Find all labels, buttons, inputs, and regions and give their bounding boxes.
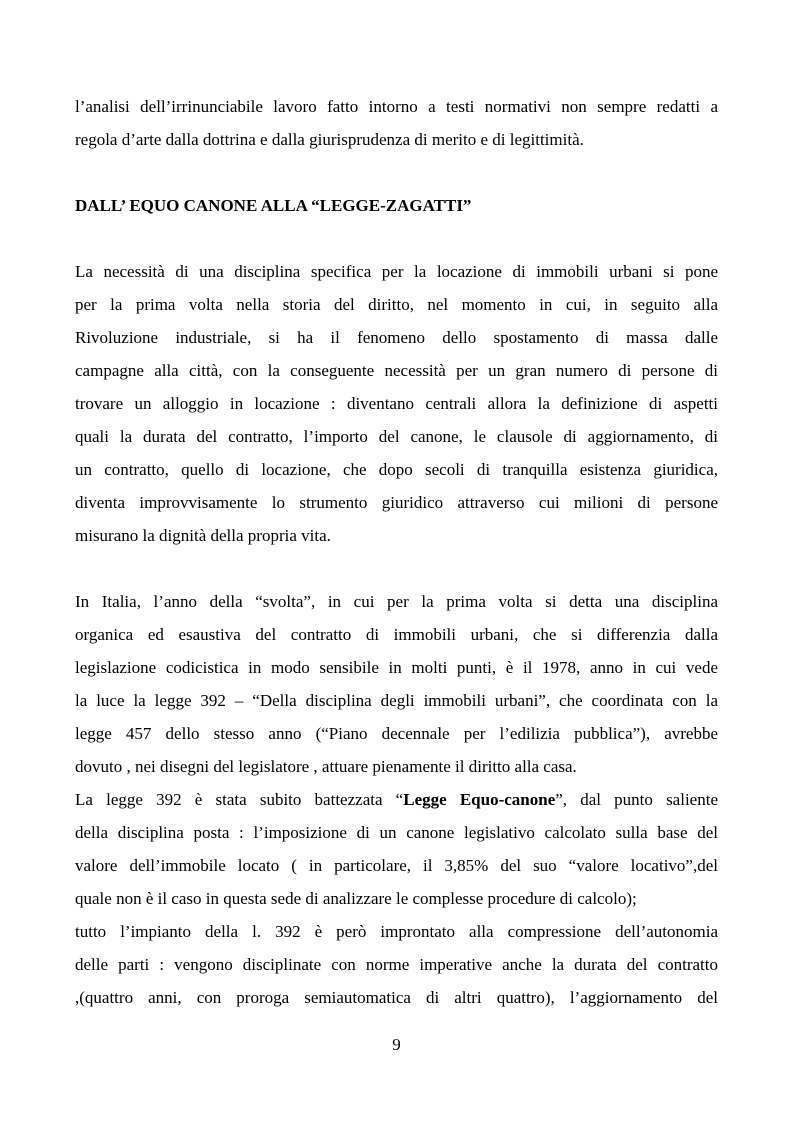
- paragraph-line: legge 457 dello stesso anno (“Piano decennale per l’edilizia pubblica”), avrebbe: [75, 724, 718, 743]
- paragraph-line: In Italia, l’anno della “svolta”, in cui per la prima volta si detta una disciplina: [75, 592, 718, 611]
- paragraph-line: trovare un alloggio in locazione : diventano centrali allora la definizione di aspetti: [75, 394, 718, 413]
- paragraph-legge-392: [75, 783, 718, 1014]
- paragraph-line: un contratto, quello di locazione, che dopo secoli di tranquilla esistenza giuridica,: [75, 460, 718, 479]
- paragraph-line: quale non è il caso in questa sede di analizzare le complesse procedure di calcolo);: [75, 889, 637, 908]
- page-number: 9: [392, 1035, 401, 1054]
- bold-term: Legge Equo-canone: [403, 790, 556, 809]
- paragraph-italia: [75, 585, 718, 783]
- paragraph-necessita: [75, 255, 718, 552]
- section-heading: DALL’ EQUO CANONE ALLA “LEGGE-ZAGATTI”: [75, 196, 472, 215]
- paragraph-gap: [75, 222, 718, 255]
- paragraph-line: [75, 783, 718, 816]
- paragraph-gap: [75, 552, 718, 585]
- paragraph-line: della disciplina posta : l’imposizione di un canone legislativo calcolato sulla base del: [75, 823, 718, 842]
- paragraph-line: legislazione codicistica in modo sensibile in molti punti, è il 1978, anno in cui vede: [75, 658, 718, 677]
- page-body: [75, 90, 718, 1014]
- paragraph-line: misurano la dignità della propria vita.: [75, 526, 331, 545]
- paragraph-line: campagne alla città, con la conseguente necessità per un gran numero di persone di: [75, 361, 718, 380]
- paragraph-line: la luce la legge 392 – “Della disciplina degli immobili urbani”, che coordinata con la: [75, 691, 718, 710]
- paragraph-line: Rivoluzione industriale, si ha il fenomeno dello spostamento di massa dalle: [75, 328, 718, 347]
- paragraph-line: La necessità di una disciplina specifica per la locazione di immobili urbani si pone: [75, 262, 718, 281]
- paragraph-line: quali la durata del contratto, l’importo del canone, le clausole di aggiornamento, di: [75, 427, 718, 446]
- paragraph-line: organica ed esaustiva del contratto di immobili urbani, che si differenzia dalla: [75, 625, 718, 644]
- paragraph-line: delle parti : vengono disciplinate con norme imperative anche la durata del contratto: [75, 955, 718, 974]
- paragraph-line: diventa improvvisamente lo strumento giuridico attraverso cui milioni di persone: [75, 493, 718, 512]
- intro-line: regola d’arte dalla dottrina e dalla giurisprudenza di merito e di legittimità.: [75, 130, 584, 149]
- intro-line: l’analisi dell’irrinunciabile lavoro fatto intorno a testi normativi non sempre redatti a: [75, 97, 718, 116]
- paragraph-line: tutto l’impianto della l. 392 è però improntato alla compressione dell’autonomia: [75, 922, 718, 941]
- paragraph-line: valore dell’immobile locato ( in particolare, il 3,85% del suo “valore locativo”,del: [75, 856, 718, 875]
- text-run: La legge 392 è stata subito battezzata “: [75, 790, 404, 809]
- paragraph-line: ,(quattro anni, con proroga semiautomatica di altri quattro), l’aggiornamento del: [75, 988, 718, 1007]
- paragraph-line: per la prima volta nella storia del diritto, nel momento in cui, in seguito alla: [75, 295, 718, 314]
- paragraph-gap: [75, 156, 718, 189]
- paragraph-line: dovuto , nei disegni del legislatore , attuare pienamente il diritto alla casa.: [75, 757, 577, 776]
- text-run: ”, dal punto saliente: [555, 790, 718, 809]
